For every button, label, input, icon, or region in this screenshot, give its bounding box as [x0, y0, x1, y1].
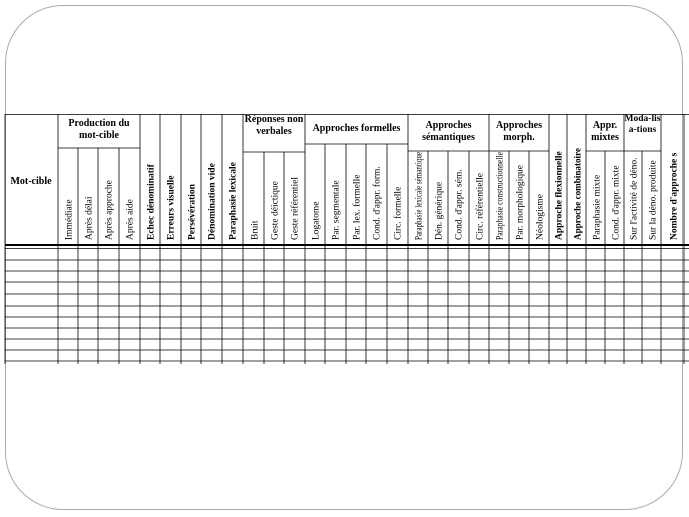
column-header-perseveration: Persévération: [187, 184, 198, 240]
data-rows: [5, 260, 689, 361]
column-header-par-segmentale: Par. segmentale: [331, 180, 342, 240]
group-reponses: Réponses non verbales: [244, 114, 304, 137]
column-header-circ-formelle: Circ. formelle: [393, 186, 404, 240]
column-header-geste-deictique: Geste déictique: [270, 181, 281, 240]
column-header-circ-referentielle: Circ. référentielle: [475, 173, 486, 240]
column-header-neologisme: Néologisme: [535, 194, 546, 240]
group-mixtes: Appr. mixtes: [591, 120, 619, 143]
column-header-apres-delai: Après délai: [84, 196, 95, 240]
column-header-denomination-vide: Dénomination vide: [207, 163, 218, 240]
column-header-approche-flexionnelle: Approche flexionnelle: [554, 151, 565, 240]
column-header-cond-appr-mixte: Cond. d'appr. mixte: [611, 165, 622, 240]
column-header-paraphasie-lexicale-semantique: Paraphasie lexicale sémantique: [414, 121, 425, 240]
group-formelles: Approches formelles: [312, 123, 401, 134]
column-header-den-generique: Dén. générique: [434, 181, 445, 240]
column-header-nombre-approches: Nombre d'approche s: [669, 152, 680, 240]
column-header-logatome: Logatome: [311, 201, 322, 240]
group-morph: Approches morph.: [496, 120, 542, 143]
column-header-paraphasie-lexicale: Paraphasie lexicale: [228, 162, 239, 240]
column-header-erreurs: Erreurs visuelle: [166, 175, 177, 240]
column-header-apres-approche: Après approche: [104, 180, 115, 240]
group-semantiques: Approches sémantiques: [422, 120, 475, 143]
column-header-bruit: Bruit: [250, 220, 261, 240]
column-header-sur-activite: Sur l'activité de déno.: [629, 157, 640, 240]
row-header: Mot-cible: [10, 176, 52, 187]
column-header-par-morphologique: Par. morphologique: [515, 165, 526, 240]
column-header-geste-referentiel: Geste référentiel: [290, 176, 301, 240]
column-header-cond-appr-form: Cond. d'appr. form.: [372, 166, 383, 240]
group-modalisations: Moda-lisa-tions: [624, 114, 661, 135]
column-header-paraphasie-mixte: Paraphasie mixte: [592, 174, 603, 240]
column-header-cond-appr-sem: Cond. d'appr. sém.: [454, 169, 465, 240]
column-header-approche-combinatoire: Approche combinatoire: [573, 144, 584, 240]
column-header-sur-la-deno: Sur la déno. produite: [648, 160, 659, 240]
column-header-immediate: Immédiate: [64, 199, 75, 240]
column-header-par-lex-formelle: Par. lex. formelle: [352, 174, 363, 240]
table-grid: [0, 114, 689, 364]
coding-table: [0, 114, 689, 364]
column-header-apres-aide: Après aide: [125, 199, 136, 240]
group-production: Production du mot-cible: [68, 118, 130, 141]
column-header-echec: Echec dénominatif: [146, 164, 157, 240]
column-header-paraphasie-constructionnelle: Paraphasie constructionnelle: [495, 131, 506, 240]
